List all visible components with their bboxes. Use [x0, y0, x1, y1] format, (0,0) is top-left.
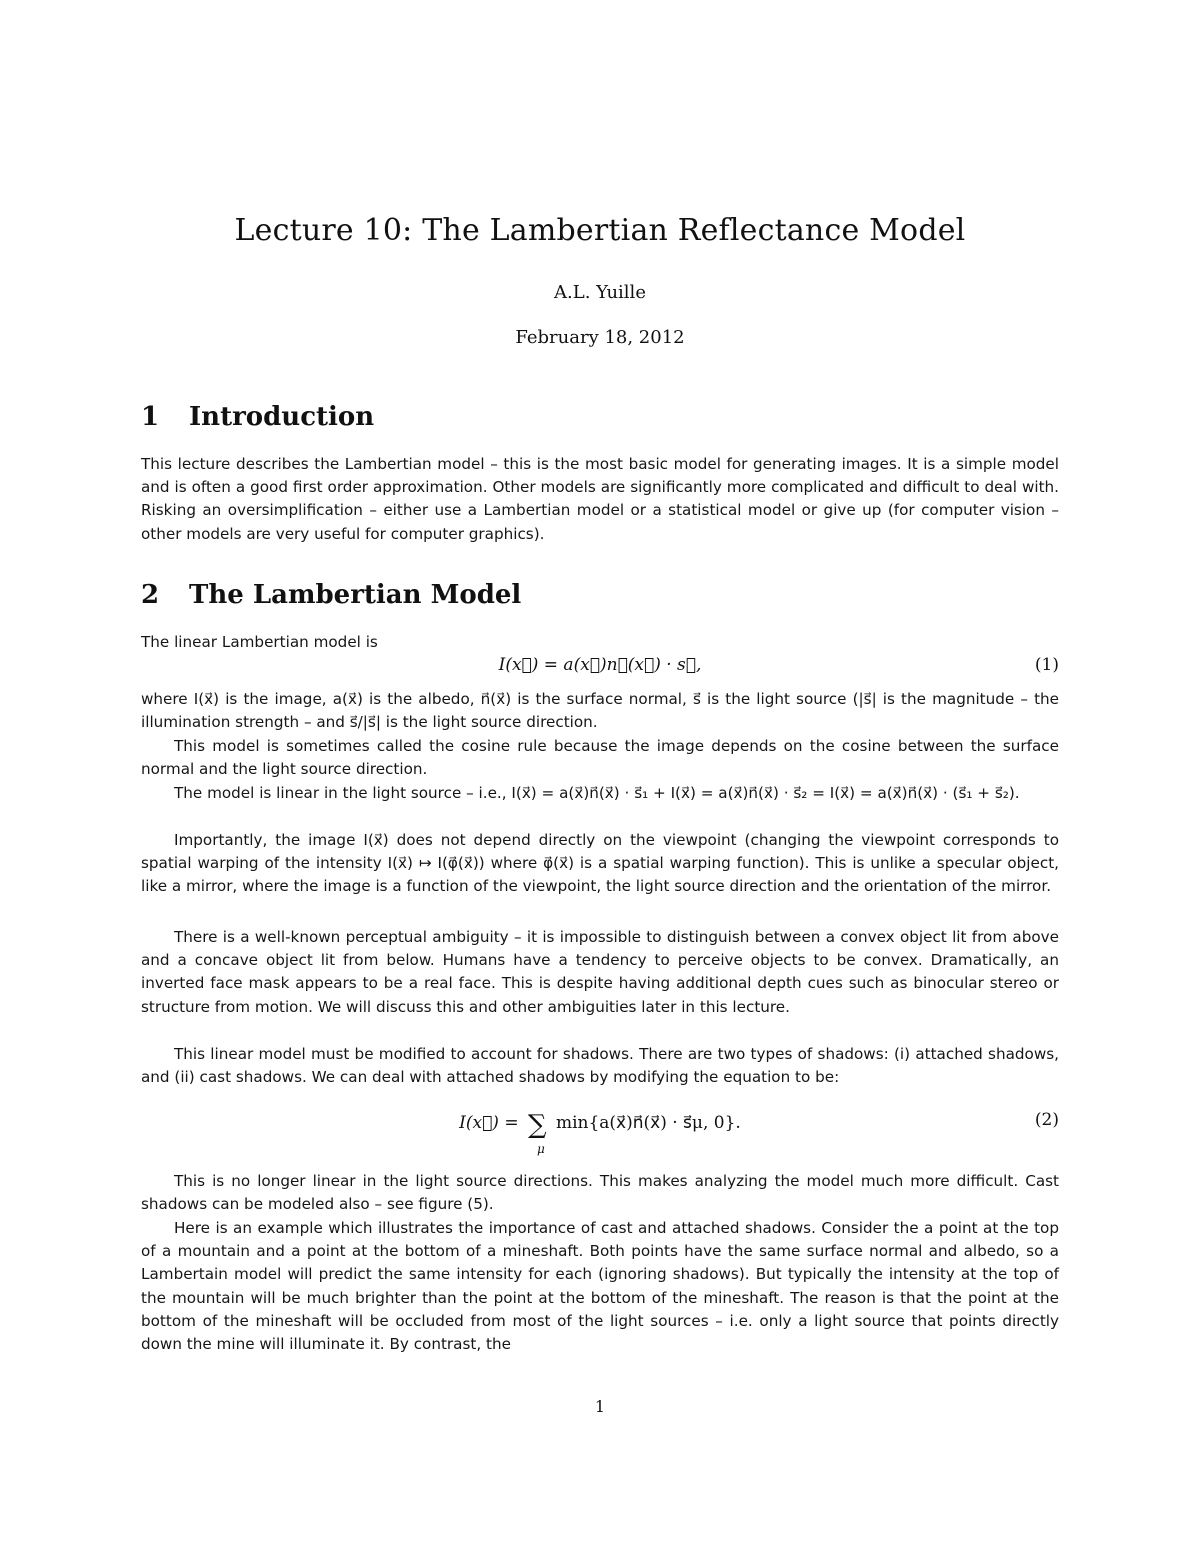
equation-2-number: (2): [1034, 1110, 1059, 1130]
equation-2: [141, 1110, 1059, 1160]
paragraph-nonlinear: This is no longer linear in the light source directions. This makes analyzing the model much more difficult. Cast shadows can be modeled also – see figure (5).: [141, 1172, 1059, 1214]
paragraph-shadows: This linear model must be modified to account for shadows. There are two types of shadows: (i) attached shadows, and (ii) cast shadows. We can deal with attached shadows by modifying the equation to be:: [141, 1045, 1059, 1087]
paper-title: Lecture 10: The Lambertian Reflectance Model: [234, 213, 966, 248]
date: February 18, 2012: [515, 327, 685, 348]
equation-1: [141, 655, 1059, 685]
paragraph-ambiguity: There is a well-known perceptual ambiguity – it is impossible to distinguish between a convex object lit from above and a concave object lit from below. Humans have a tendency to perceive objects to be convex. Dramatically, an inverted face mask appears to be a real face. This is despite having additional depth cues such as binocular stereo or structure from motion. We will discuss this and other ambiguities later in this lecture.: [141, 928, 1059, 1016]
paragraph-cosine-rule: This model is sometimes called the cosine rule because the image depends on the cosine between the surface normal and the light source direction.: [141, 737, 1059, 779]
summation-index: μ: [537, 1142, 545, 1156]
equation-2-rhs: min{a(x⃗)n⃗(x⃗) · s⃗μ, 0}.: [555, 1113, 741, 1133]
summation-symbol: ∑ μ: [528, 1110, 547, 1156]
author: A.L. Yuille: [554, 282, 646, 303]
paragraph-mineshaft-example: Here is an example which illustrates the importance of cast and attached shadows. Consider the a point at the top of a mountain and a point at the bottom of a mineshaft. Both points have the same surface normal and albedo, so a Lambertain model will predict the same intensity for each (ignoring shadows). But typically the intensity at the top of the mountain will be much brighter than the point at the bottom of the mineshaft. The reason is that the point at the bottom of the mineshaft will be occluded from most of the light sources – i.e. only a light source that points directly down the mine will illuminate it. By contrast, the: [141, 1219, 1059, 1354]
paragraph-linearity: The model is linear in the light source – i.e., I(x⃗) = a(x⃗)n⃗(x⃗) · s⃗₁ + I(x⃗) = a(x⃗)n⃗(x⃗) · s⃗₂ = I(x⃗) = a(x⃗)n⃗(x⃗) · (s⃗₁ + s⃗₂).: [174, 784, 1020, 802]
intro-paragraph: This lecture describes the Lambertian model – this is the most basic model for generating images. It is a simple model and is often a good first order approximation. Other models are significantly more complicated and difficult to deal with. Risking an oversimplification – either use a Lambertian model or a statistical model or give up (for computer vision – other models are very useful for computer graphics).: [141, 455, 1059, 543]
section-number: 2: [141, 580, 160, 610]
section-heading-introduction: [141, 402, 374, 432]
section-number: 1: [141, 402, 160, 432]
equation-1-body: I(x⃗) = a(x⃗)n⃗(x⃗) · s⃗,: [498, 655, 702, 675]
section-heading-lambertian-model: [141, 580, 521, 610]
model-intro-text: The linear Lambertian model is: [141, 633, 378, 651]
section-title: Introduction: [189, 402, 375, 432]
section-title: The Lambertian Model: [189, 580, 522, 610]
equation-1-number: (1): [1034, 655, 1059, 675]
equation-2-lhs: I(x⃗) =: [459, 1113, 519, 1133]
paragraph-definitions: where I(x⃗) is the image, a(x⃗) is the albedo, n⃗(x⃗) is the surface normal, s⃗ is the light source (|s⃗| is the magnitude – the illumination strength – and s⃗/|s⃗| is the light source direction.: [141, 690, 1059, 732]
page-number: 1: [594, 1397, 606, 1416]
paragraph-viewpoint: Importantly, the image I(x⃗) does not depend directly on the viewpoint (changing the viewpoint corresponds to spatial warping of the intensity I(x⃗) ↦ I(φ⃗(x⃗)) where φ⃗(x⃗) is a spatial warping function). This is unlike a specular object, like a mirror, where the image is a function of the viewpoint, the light source direction and the orientation of the mirror.: [141, 831, 1059, 896]
